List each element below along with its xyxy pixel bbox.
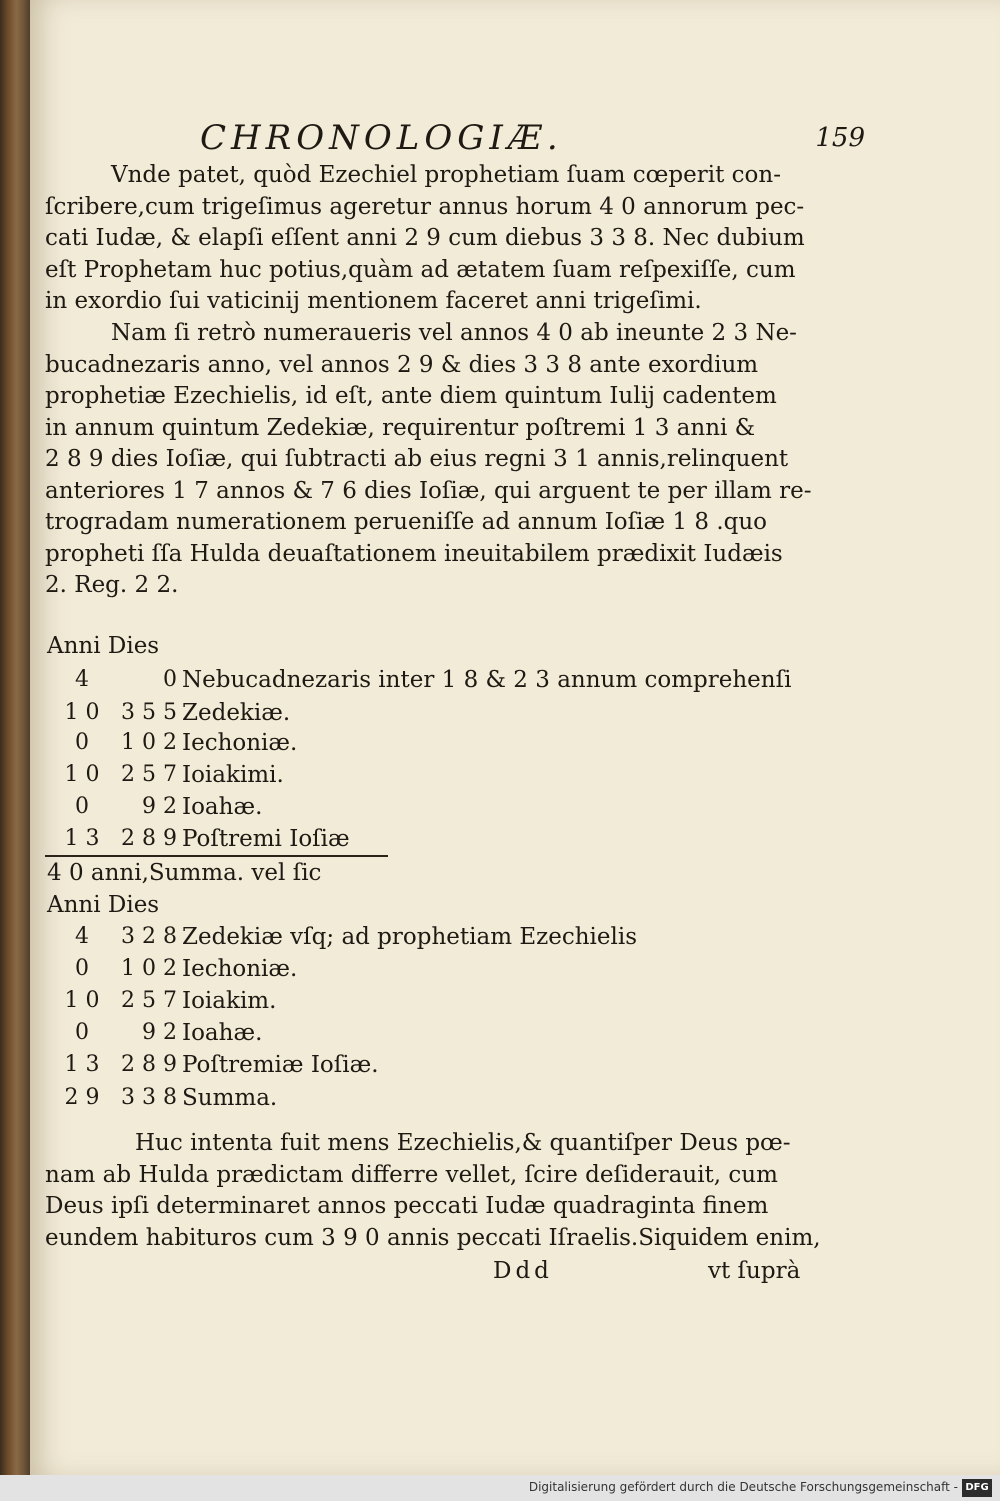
anni-cell: 1 0	[64, 762, 100, 787]
name-cell: Nebucadnezaris inter 1 8 & 2 3 annum comprehenſi	[182, 667, 792, 693]
text-line: eundem habituros cum 3 9 0 annis peccati Iſraelis.Siquidem enim,	[45, 1224, 821, 1251]
anni-cell: 0	[75, 1020, 89, 1045]
text-line: 2 8 9 dies Ioſiæ, qui ſubtracti ab eius regni 3 1 annis,relinquent	[45, 446, 789, 472]
text-line: eſt Prophetam huc potius,quàm ad ætatem ſuam reſpexiſſe, cum	[45, 256, 796, 283]
running-header: CHRONOLOGIÆ.	[200, 118, 563, 158]
footer-bar	[0, 1475, 1000, 1501]
text-line: trogradam numerationem perueniſſe ad annum Ioſiæ 1 8 .quo	[45, 509, 768, 535]
text-line: bucadnezaris anno, vel annos 2 9 & dies 3 3 8 ante exordium	[45, 351, 759, 378]
name-cell: Poſtremi Ioſiæ	[182, 826, 350, 852]
text-line: 2. Reg. 2 2.	[45, 572, 179, 598]
dfg-logo: DFG	[962, 1479, 992, 1497]
dies-cell: 2 5 7	[121, 988, 177, 1013]
text-line: anteriores 1 7 annos & 7 6 dies Ioſiæ, qui arguent te per illam re-	[45, 477, 812, 504]
dies-cell: 9 2	[142, 794, 177, 819]
dies-cell: 3 5 5	[121, 700, 177, 725]
table2-header: Anni Dies	[47, 892, 160, 918]
text-line: Huc intenta fuit mens Ezechielis,& quantiſper Deus pœ-	[135, 1130, 791, 1156]
dies-cell: 2 8 9	[121, 1052, 177, 1077]
name-cell: Ioiakimi.	[182, 762, 284, 788]
dies-cell: 2 5 7	[121, 762, 177, 787]
anni-cell: 0	[75, 730, 89, 755]
catchword: vt ſuprà	[708, 1258, 801, 1284]
anni-cell: 1 3	[64, 1052, 100, 1077]
name-cell: Ioahæ.	[182, 794, 263, 820]
dies-cell: 1 0 2	[121, 956, 177, 981]
name-cell: Poſtremiæ Ioſiæ.	[182, 1052, 379, 1078]
paragraph-2	[45, 318, 815, 602]
dies-cell: 9 2	[142, 1020, 177, 1045]
name-cell: Iechoniæ.	[182, 730, 298, 756]
text-line: nam ab Hulda prædictam differre vellet, ſcire deſiderauit, cum	[45, 1161, 778, 1188]
name-cell: Summa.	[182, 1085, 278, 1111]
table1-summary: 4 0 anni,Summa. vel ſic	[47, 860, 322, 886]
anni-cell: 0	[75, 794, 89, 819]
text-line: prophetiæ Ezechielis, id eſt, ante diem quintum Iulij cadentem	[45, 383, 777, 409]
dies-cell: 3 3 8	[121, 1085, 177, 1110]
name-cell: Zedekiæ.	[182, 700, 291, 726]
text-line: Nam ſi retrò numeraueris vel annos 4 0 ab ineunte 2 3 Ne-	[111, 320, 797, 346]
paragraph-3	[45, 1128, 821, 1254]
text-line: Deus ipſi determinaret annos peccati Iudæ quadraginta finem	[45, 1193, 769, 1219]
paragraph-1	[45, 160, 815, 318]
text-line: in annum quintum Zedekiæ, requirentur poſtremi 1 3 anni &	[45, 414, 756, 441]
sum-rule	[45, 855, 388, 857]
anni-cell: 1 0	[64, 700, 100, 725]
footer-credit: Digitalisierung gefördert durch die Deutsche Forschungsgemeinschaft -	[528, 1480, 958, 1494]
dies-cell: 0	[163, 667, 177, 692]
name-cell: Ioiakim.	[182, 988, 277, 1014]
name-cell: Iechoniæ.	[182, 956, 298, 982]
table1-header: Anni Dies	[47, 633, 160, 659]
anni-cell: 0	[75, 956, 89, 981]
anni-cell: 1 3	[64, 826, 100, 851]
book-binding-edge	[0, 0, 30, 1475]
dies-cell: 3 2 8	[121, 924, 177, 949]
name-cell: Zedekiæ vſq; ad prophetiam Ezechielis	[182, 924, 638, 950]
text-line: in exordio ſui vaticinij mentionem faceret anni trigeſimi.	[45, 288, 702, 314]
page-number: 159	[815, 123, 865, 153]
signature-mark: Ddd	[493, 1258, 553, 1284]
name-cell: Ioahæ.	[182, 1020, 263, 1046]
anni-cell: 2 9	[64, 1085, 100, 1110]
anni-cell: 4	[75, 667, 89, 692]
text-line: cati Iudæ, & elapſi eſſent anni 2 9 cum diebus 3 3 8. Nec dubium	[45, 225, 805, 251]
anni-cell: 4	[75, 924, 89, 949]
text-line: propheti ſſa Hulda deuaſtationem ineuitabilem prædixit Iudæis	[45, 540, 783, 567]
dies-cell: 1 0 2	[121, 730, 177, 755]
text-line: Vnde patet, quòd Ezechiel prophetiam ſuam cœperit con-	[111, 162, 781, 188]
text-line: ſcribere,cum trigeſimus ageretur annus horum 4 0 annorum pec-	[45, 193, 805, 220]
dies-cell: 2 8 9	[121, 826, 177, 851]
anni-cell: 1 0	[64, 988, 100, 1013]
